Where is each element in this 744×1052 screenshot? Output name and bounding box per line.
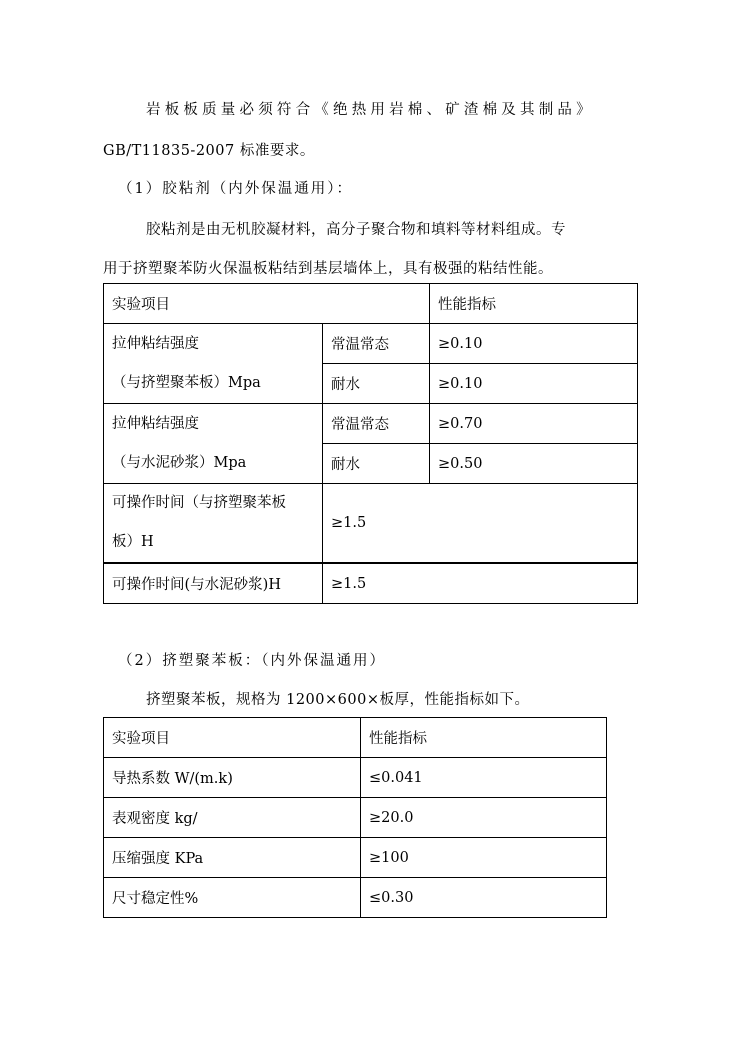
item-line-b: （与水泥砂浆）Mpa xyxy=(112,454,247,471)
value-cell: ≥1.5 xyxy=(323,563,638,604)
value-cell: ≥20.0 xyxy=(361,798,607,838)
intro-line-2: GB/T11835-2007 标准要求。 xyxy=(103,143,315,159)
value-cell: ≤0.30 xyxy=(361,878,607,918)
item-cell xyxy=(104,404,323,484)
value-cell: ≥0.10 xyxy=(430,364,638,404)
item-line-a: 可操作时间（与挤塑聚苯板 xyxy=(112,495,286,511)
table-row xyxy=(104,758,607,798)
item-cell xyxy=(104,324,323,404)
table-header-row xyxy=(104,718,607,758)
condition-cell: 常温常态 xyxy=(323,324,430,364)
table-row xyxy=(104,798,607,838)
section1-heading: （1）胶粘剂（内外保温通用）： xyxy=(118,181,353,197)
adhesive-spec-table xyxy=(103,283,638,604)
section2-desc: 挤塑聚苯板，规格为 1200×600×板厚，性能指标如下。 xyxy=(146,692,530,708)
intro-line-1: 岩板板质量必须符合《绝热用岩棉、矿渣棉及其制品》 xyxy=(146,102,595,118)
item-line-b: （与挤塑聚苯板）Mpa xyxy=(112,374,261,391)
item-line-a: 拉伸粘结强度 xyxy=(112,335,199,352)
table-row xyxy=(104,878,607,918)
header-perf-cell: 性能指标 xyxy=(430,284,638,324)
section1-desc-line-2: 用于挤塑聚苯防火保温板粘结到基层墙体上，具有极强的粘结性能。 xyxy=(103,261,553,277)
table-row xyxy=(104,404,638,444)
table-row xyxy=(104,838,607,878)
table-header-row xyxy=(104,284,638,324)
value-cell: ≥0.70 xyxy=(430,404,638,444)
item-cell xyxy=(104,484,323,564)
item-cell: 压缩强度 KPa xyxy=(104,838,361,878)
header-item-cell: 实验项目 xyxy=(104,284,430,324)
item-cell: 可操作时间(与水泥砂浆)H xyxy=(104,563,323,604)
section1-desc-line-1: 胶粘剂是由无机胶凝材料，高分子聚合物和填料等材料组成。专 xyxy=(146,222,566,238)
section2-heading: （2）挤塑聚苯板：（内外保温通用） xyxy=(118,653,386,669)
item-cell: 尺寸稳定性% xyxy=(104,878,361,918)
table-row xyxy=(104,324,638,364)
header-item-cell: 实验项目 xyxy=(104,718,361,758)
xps-board-spec-table xyxy=(103,717,607,918)
condition-cell: 常温常态 xyxy=(323,404,430,444)
value-cell: ≥1.5 xyxy=(323,484,638,564)
header-perf-cell: 性能指标 xyxy=(361,718,607,758)
condition-cell: 耐水 xyxy=(323,364,430,404)
value-cell: ≥100 xyxy=(361,838,607,878)
item-line-a: 拉伸粘结强度 xyxy=(112,415,199,432)
value-cell: ≤0.041 xyxy=(361,758,607,798)
condition-cell: 耐水 xyxy=(323,444,430,484)
value-cell: ≥0.10 xyxy=(430,324,638,364)
item-line-b: 板）H xyxy=(112,534,154,550)
table-row xyxy=(104,563,638,604)
table-row xyxy=(104,484,638,564)
value-cell: ≥0.50 xyxy=(430,444,638,484)
item-cell: 表观密度 kg/ xyxy=(104,798,361,838)
item-cell: 导热系数 W/(m.k) xyxy=(104,758,361,798)
